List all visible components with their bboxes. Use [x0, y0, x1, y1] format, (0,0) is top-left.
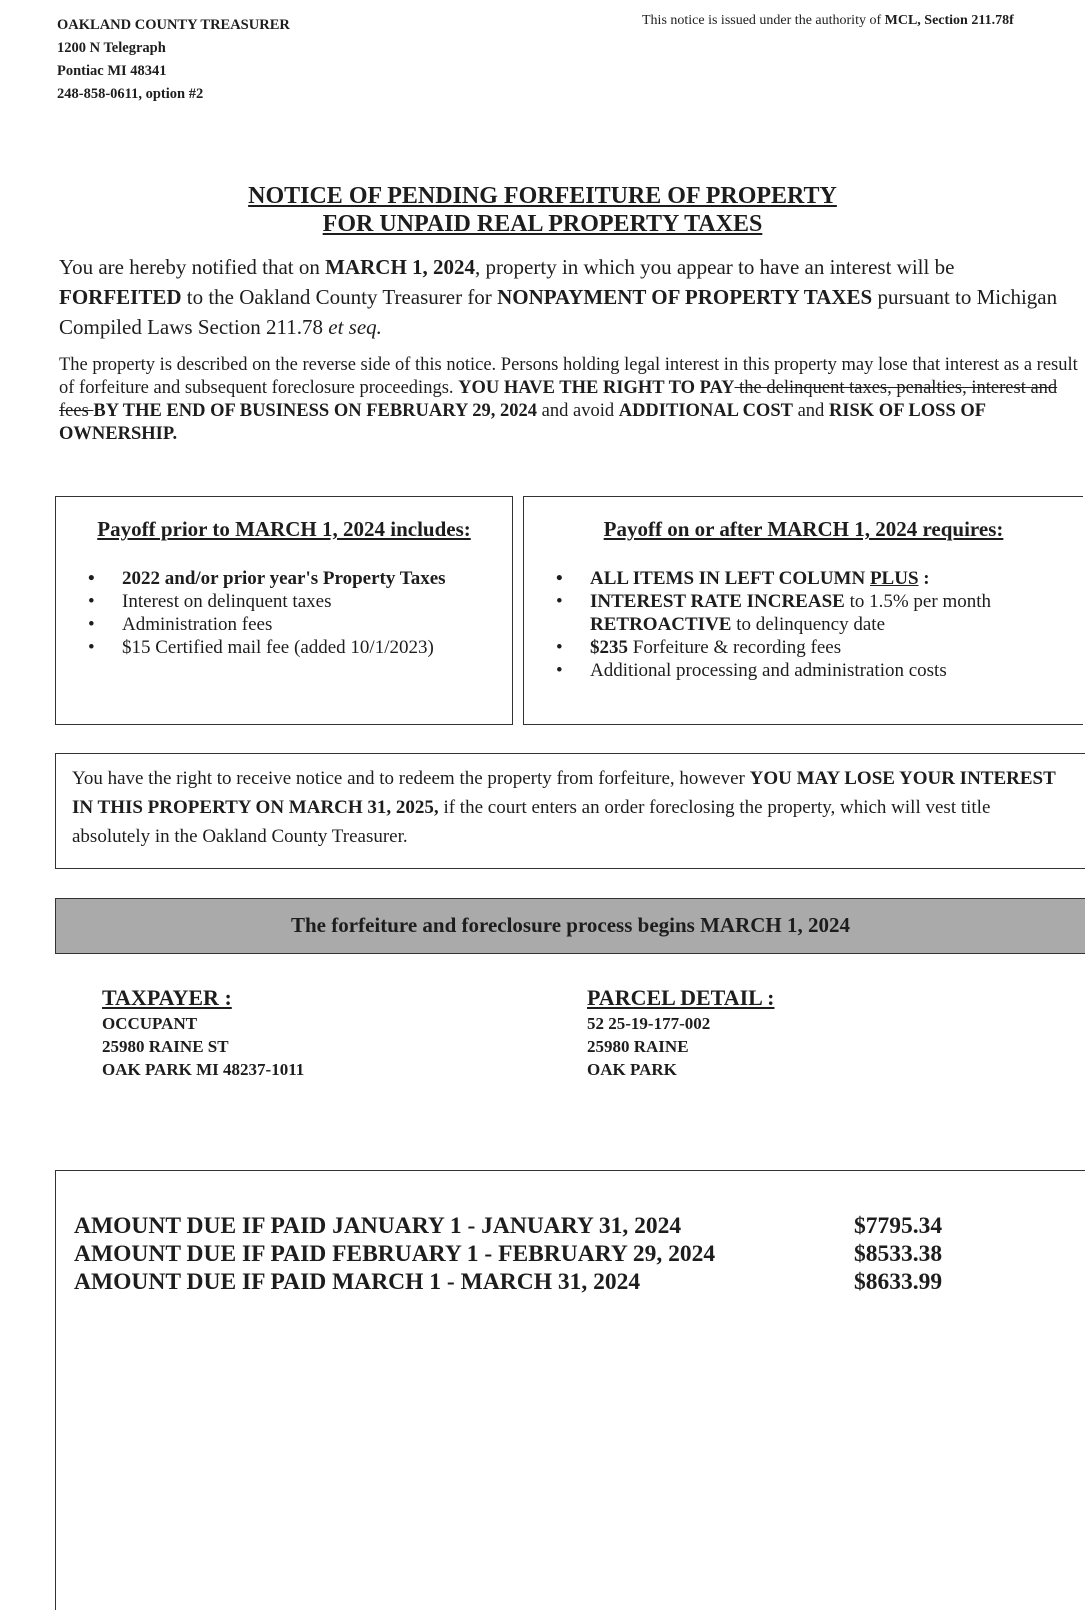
payoff-after-list	[524, 567, 1060, 682]
taxpayer-city: OAK PARK MI 48237-1011	[102, 1060, 305, 1079]
authority-statement	[642, 13, 1014, 29]
notice-title-line1: NOTICE OF PENDING FORFEITURE OF PROPERTY	[248, 183, 837, 209]
intro-text: pursuant to Michigan Compiled Laws Section 211.78	[59, 285, 1058, 339]
amount-value: $8633.99	[854, 1269, 943, 1295]
amount-value: $8533.38	[854, 1241, 943, 1267]
taxpayer-name: OCCUPANT	[102, 1014, 198, 1033]
list-item-text: Forfeiture & recording fees	[628, 637, 842, 658]
parcel-city: OAK PARK	[587, 1060, 677, 1079]
intro-text: You are hereby notified that on	[59, 255, 326, 279]
payoff-after-title: Payoff on or after MARCH 1, 2024 requires:	[603, 517, 1004, 541]
plus-word: PLUS	[869, 568, 919, 589]
description-text: The property is described on the reverse side of this notice. Persons holding legal interest in this property may lose that interest as a result of forfeiture and subsequent foreclosure proceedings.	[59, 355, 1078, 398]
amount-label: AMOUNT DUE IF PAID MARCH 1 - MARCH 31, 2024	[74, 1269, 641, 1295]
description-text: and	[792, 401, 829, 421]
list-item-text: to 1.5% per month	[844, 591, 992, 612]
notice-title	[0, 182, 1085, 238]
payoff-prior-box	[55, 496, 513, 725]
redeem-text: if the court enters an order foreclosing the property, which will vest title absolutely in the Oakland County Treasurer.	[72, 797, 991, 847]
description-text: and avoid	[537, 401, 619, 421]
additional-cost: ADDITIONAL COST	[618, 401, 793, 421]
list-item: • Additional processing and administration costs	[590, 659, 1060, 682]
taxpayer-street: 25980 RAINE ST	[102, 1037, 229, 1056]
parcel-block	[587, 984, 774, 1081]
amount-due-box	[55, 1170, 1085, 1610]
parcel-label: PARCEL DETAIL :	[587, 985, 775, 1010]
et-seq: et seq.	[328, 315, 382, 339]
loss-warning: YOU MAY LOSE YOUR INTEREST IN THIS PROPERTY ON MARCH 31, 2025,	[72, 768, 1056, 818]
nonpayment-phrase: NONPAYMENT OF PROPERTY TAXES	[497, 285, 873, 309]
amount-label: AMOUNT DUE IF PAID JANUARY 1 - JANUARY 31, 2024	[74, 1213, 682, 1239]
payoff-after-box	[523, 496, 1083, 725]
list-item-text: ALL ITEMS IN LEFT COLUMN	[590, 568, 870, 589]
intro-text: to the Oakland County Treasurer for	[181, 285, 498, 309]
description-paragraph	[59, 354, 1079, 446]
forfeiture-date: MARCH 1, 2024	[325, 255, 476, 279]
sender-address	[57, 14, 290, 106]
list-item	[590, 636, 1060, 659]
parcel-id: 52 25-19-177-002	[587, 1014, 711, 1033]
payoff-prior-title: Payoff prior to MARCH 1, 2024 includes:	[97, 517, 471, 541]
redeem-notice-box	[55, 753, 1085, 869]
list-item: • Interest on delinquent taxes	[122, 590, 446, 613]
sender-address-line1: 1200 N Telegraph	[57, 40, 166, 56]
list-item: • $15 Certified mail fee (added 10/1/2023)	[122, 636, 446, 659]
list-item	[590, 590, 1060, 636]
payment-deadline: BY THE END OF BUSINESS ON FEBRUARY 29, 2024	[93, 401, 538, 421]
authority-prefix: This notice is issued under the authority of	[642, 13, 885, 28]
sender-address-line2: Pontiac MI 48341	[57, 63, 167, 79]
list-item-text: $235	[590, 637, 628, 658]
list-item: • 2022 and/or prior year's Property Taxes	[122, 567, 446, 590]
list-item-text: RETROACTIVE	[590, 614, 732, 635]
payoff-prior-list	[56, 567, 446, 659]
parcel-street: 25980 RAINE	[587, 1037, 689, 1056]
amount-value: $7795.34	[854, 1213, 943, 1239]
forfeited-word: FORFEITED	[59, 285, 182, 309]
process-banner: The forfeiture and foreclosure process begins MARCH 1, 2024	[55, 898, 1085, 954]
taxpayer-block	[102, 984, 304, 1081]
amount-label: AMOUNT DUE IF PAID FEBRUARY 1 - FEBRUARY 29, 2024	[74, 1241, 716, 1267]
notice-title-line2: FOR UNPAID REAL PROPERTY TAXES	[322, 211, 763, 237]
list-item-text: INTEREST RATE INCREASE	[590, 591, 845, 612]
redeem-notice-text	[72, 764, 1072, 851]
authority-citation: MCL, Section 211.78f	[884, 13, 1014, 28]
taxpayer-label: TAXPAYER :	[102, 985, 232, 1010]
list-item-text: :	[918, 568, 930, 589]
intro-paragraph	[59, 252, 1059, 342]
intro-text: , property in which you appear to have an interest will be	[475, 255, 955, 279]
risk-of-loss: RISK OF LOSS OF OWNERSHIP	[59, 401, 986, 444]
right-to-pay: YOU HAVE THE RIGHT TO PAY	[458, 378, 735, 398]
sender-phone: 248-858-0611, option #2	[57, 86, 204, 102]
redeem-text: You have the right to receive notice and to redeem the property from forfeiture, however	[72, 768, 750, 789]
description-text: .	[172, 424, 178, 444]
list-item	[590, 567, 1060, 590]
list-item-text: to delinquency date	[731, 614, 886, 635]
description-text: the delinquent taxes, penalties, interest and fees	[59, 378, 1058, 421]
list-item: • Administration fees	[122, 613, 446, 636]
sender-name: OAKLAND COUNTY TREASURER	[57, 17, 290, 33]
